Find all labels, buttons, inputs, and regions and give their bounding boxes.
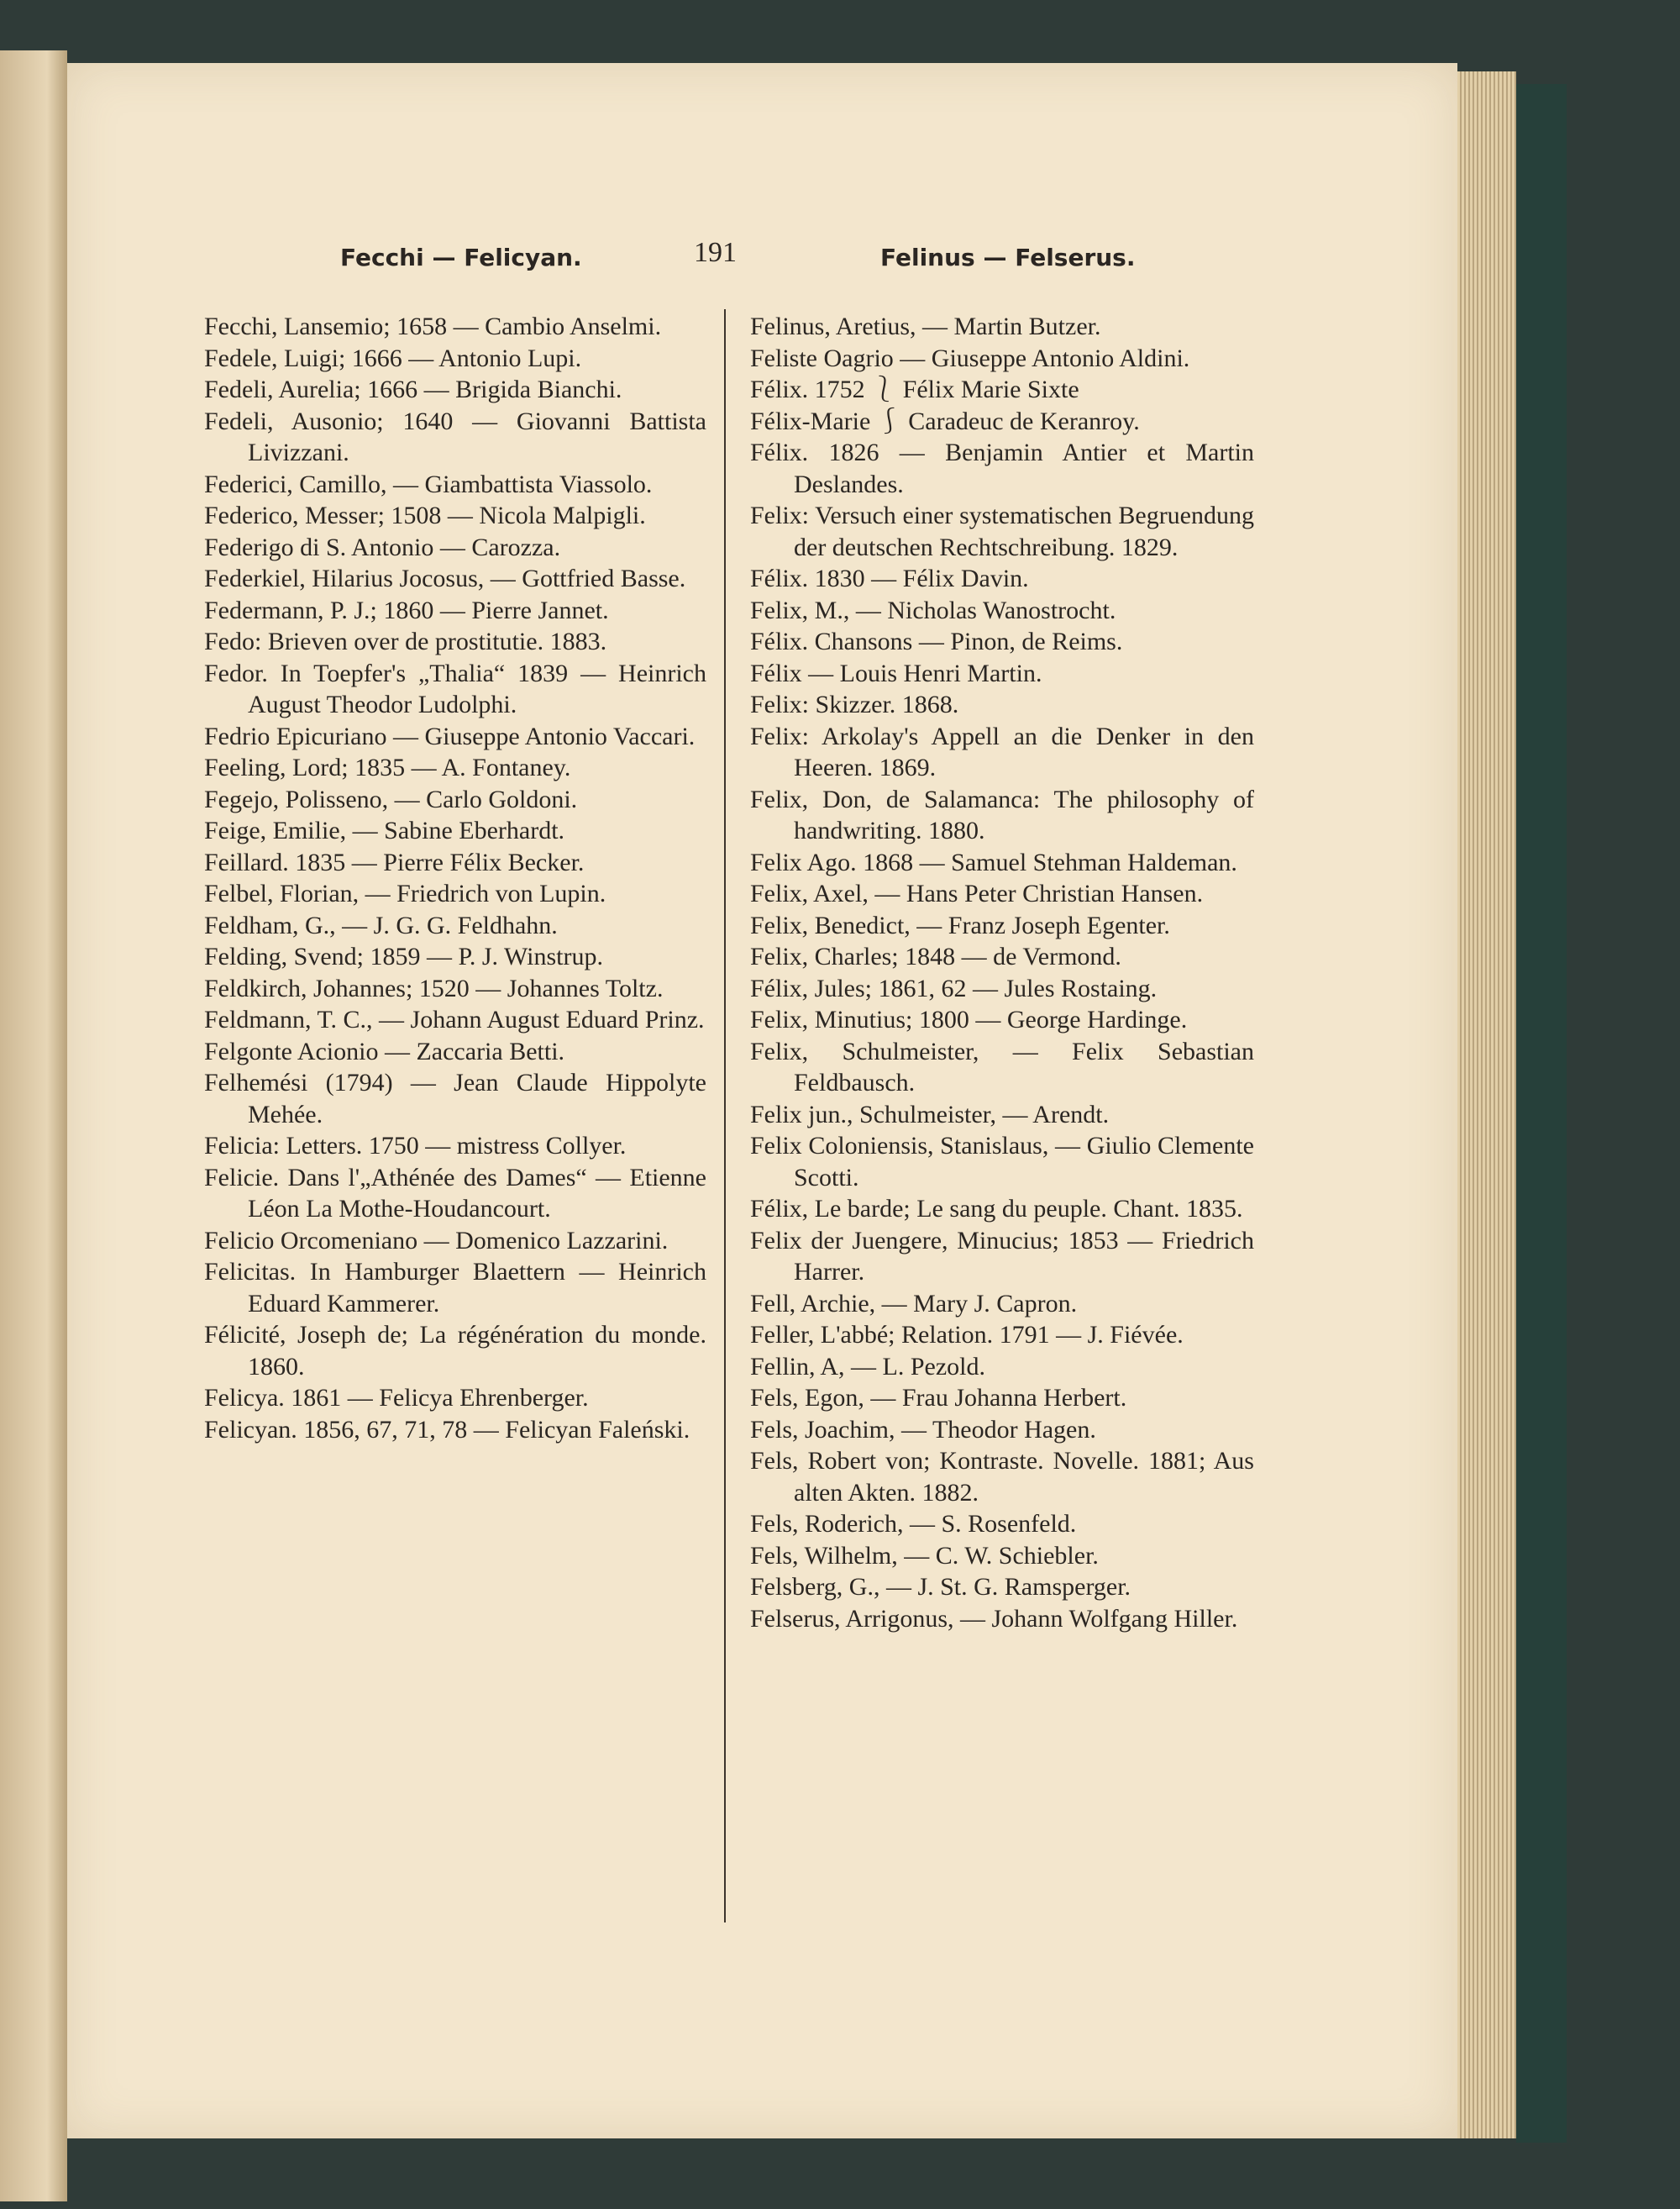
dictionary-entry: Feillard. 1835 — Pierre Félix Becker. [204, 848, 585, 876]
dictionary-entry: Fellin, A, — L. Pezold. [750, 1352, 985, 1381]
dictionary-entry: Felicia: Letters. 1750 — mistress Collyer. [204, 1132, 627, 1160]
dictionary-entry: Federigo di S. Antonio — Carozza. [204, 533, 561, 561]
dictionary-entry: Felix: Versuch einer systematischen Begruendung der deutschen Rechtschreibung. 1829. [750, 502, 1254, 561]
dictionary-entry: Félix, Le barde; Le sang du peuple. Chant. 1835. [750, 1195, 1243, 1223]
dictionary-entry: Feeling, Lord; 1835 — A. Fontaney. [204, 754, 571, 781]
dictionary-entry: Felix, Benedict, — Franz Joseph Egenter. [750, 911, 1170, 939]
dictionary-entry: Feldmann, T. C., — Johann August Eduard Prinz. [204, 1006, 705, 1033]
column-rule [724, 309, 726, 1922]
dictionary-entry: Felicio Orcomeniano — Domenico Lazzarini. [204, 1226, 669, 1254]
dictionary-entry: Felix jun., Schulmeister, — Arendt. [750, 1100, 1110, 1128]
dictionary-entry: Fedeli, Ausonio; 1640 — Giovanni Battista Livizzani. [204, 407, 706, 466]
dictionary-entry: Fels, Egon, — Frau Johanna Herbert. [750, 1384, 1127, 1412]
dictionary-entry: Feller, L'abbé; Relation. 1791 — J. Fiévée. [750, 1321, 1184, 1349]
page-block-edges [1457, 71, 1516, 2138]
left-column [204, 311, 706, 1445]
dictionary-entry: Fell, Archie, — Mary J. Capron. [750, 1289, 1078, 1318]
dictionary-entry: Felix, M., — Nicholas Wanostrocht. [750, 596, 1116, 624]
dictionary-entry: Felicie. Dans l'„Athénée des Dames“ — Etienne Léon La Mothe-Houdancourt. [204, 1163, 706, 1223]
dictionary-entry: Felbel, Florian, — Friedrich von Lupin. [204, 880, 606, 907]
dictionary-entry: Federkiel, Hilarius Jocosus, — Gottfried Basse. [204, 565, 686, 592]
dictionary-entry: Felix Ago. 1868 — Samuel Stehman Haldeman. [750, 848, 1237, 876]
dictionary-entry: Félix. 1752 ⎱ Félix Marie Sixte [750, 376, 1079, 403]
dictionary-entry: Feige, Emilie, — Sabine Eberhardt. [204, 817, 565, 844]
dictionary-entry: Felinus, Aretius, — Martin Butzer. [750, 313, 1101, 340]
dictionary-entry: Felserus, Arrigonus, — Johann Wolfgang Hiller. [750, 1604, 1238, 1633]
running-head-left: Fecchi — Felicyan. [340, 244, 582, 271]
dictionary-entry: Felicyan. 1856, 67, 71, 78 — Felicyan Faleński. [204, 1415, 690, 1444]
dictionary-entry: Felix: Arkolay's Appell an die Denker in den Heeren. 1869. [750, 722, 1254, 781]
dictionary-entry: Felhemési (1794) — Jean Claude Hippolyte Mehée. [204, 1069, 706, 1128]
dictionary-entry: Félix. Chansons — Pinon, de Reims. [750, 628, 1123, 655]
dictionary-entry: Félix. 1830 — Félix Davin. [750, 565, 1029, 592]
dictionary-entry: Fels, Roderich, — S. Rosenfeld. [750, 1510, 1077, 1538]
dictionary-entry: Fels, Robert von; Kontraste. Novelle. 1881; Aus alten Akten. 1882. [750, 1447, 1254, 1507]
dictionary-entry: Fels, Joachim, — Theodor Hagen. [750, 1415, 1096, 1444]
dictionary-entry: Feldkirch, Johannes; 1520 — Johannes Toltz. [204, 974, 664, 1002]
dictionary-entry: Félicité, Joseph de; La régénération du monde. 1860. [204, 1321, 706, 1381]
dictionary-entry: Felix, Minutius; 1800 — George Hardinge. [750, 1006, 1188, 1033]
dictionary-entry: Fedrio Epicuriano — Giuseppe Antonio Vaccari. [204, 722, 696, 750]
dictionary-entry: Félix — Louis Henri Martin. [750, 659, 1042, 687]
dictionary-entry: Felicya. 1861 — Felicya Ehrenberger. [204, 1384, 589, 1412]
dictionary-entry: Fedo: Brieven over de prostitutie. 1883. [204, 628, 607, 655]
dictionary-entry: Felicitas. In Hamburger Blaettern — Heinrich Eduard Kammerer. [204, 1258, 706, 1318]
dictionary-entry: Fedeli, Aurelia; 1666 — Brigida Bianchi. [204, 376, 622, 403]
dictionary-entry: Felsberg, G., — J. St. G. Ramsperger. [750, 1573, 1131, 1601]
dictionary-entry: Federmann, P. J.; 1860 — Pierre Jannet. [204, 596, 609, 624]
dictionary-entry: Félix-Marie ⎰ Caradeuc de Keranroy. [750, 407, 1140, 435]
dictionary-entry: Felix Coloniensis, Stanislaus, — Giulio Clemente Scotti. [750, 1132, 1254, 1191]
dictionary-entry: Felding, Svend; 1859 — P. J. Winstrup. [204, 943, 603, 970]
page-number: 191 [694, 237, 737, 268]
right-column [750, 311, 1254, 1634]
dictionary-entry: Felix, Axel, — Hans Peter Christian Hansen. [750, 880, 1204, 907]
dictionary-entry: Felix, Charles; 1848 — de Vermond. [750, 943, 1121, 970]
dictionary-entry: Fels, Wilhelm, — C. W. Schiebler. [750, 1541, 1099, 1570]
dictionary-entry: Feldham, G., — J. G. G. Feldhahn. [204, 911, 558, 939]
dictionary-entry: Felix der Juengere, Minucius; 1853 — Friedrich Harrer. [750, 1226, 1254, 1286]
dictionary-entry: Fecchi, Lansemio; 1658 — Cambio Anselmi. [204, 313, 662, 340]
dictionary-entry: Feliste Oagrio — Giuseppe Antonio Aldini. [750, 344, 1190, 372]
dictionary-entry: Félix. 1826 — Benjamin Antier et Martin Deslandes. [750, 439, 1254, 498]
dictionary-entry: Fedor. In Toepfer's „Thalia“ 1839 — Heinrich August Theodor Ludolphi. [204, 659, 706, 718]
dictionary-entry: Fedele, Luigi; 1666 — Antonio Lupi. [204, 344, 582, 372]
dictionary-entry: Felgonte Acionio — Zaccaria Betti. [204, 1037, 565, 1065]
dictionary-entry: Felix, Schulmeister, — Felix Sebastian Feldbausch. [750, 1037, 1254, 1097]
running-head-right: Felinus — Felserus. [880, 244, 1136, 271]
dictionary-entry: Félix, Jules; 1861, 62 — Jules Rostaing. [750, 974, 1158, 1002]
dictionary-entry: Felix, Don, de Salamanca: The philosophy of handwriting. 1880. [750, 785, 1254, 844]
dictionary-entry: Federico, Messer; 1508 — Nicola Malpigli. [204, 502, 646, 529]
previous-page-edge [0, 50, 67, 2201]
dictionary-entry: Felix: Skizzer. 1868. [750, 691, 959, 718]
dictionary-entry: Federici, Camillo, — Giambattista Viassolo. [204, 470, 653, 498]
dictionary-entry: Fegejo, Polisseno, — Carlo Goldoni. [204, 785, 578, 813]
book-cover-edge [1516, 84, 1567, 2143]
